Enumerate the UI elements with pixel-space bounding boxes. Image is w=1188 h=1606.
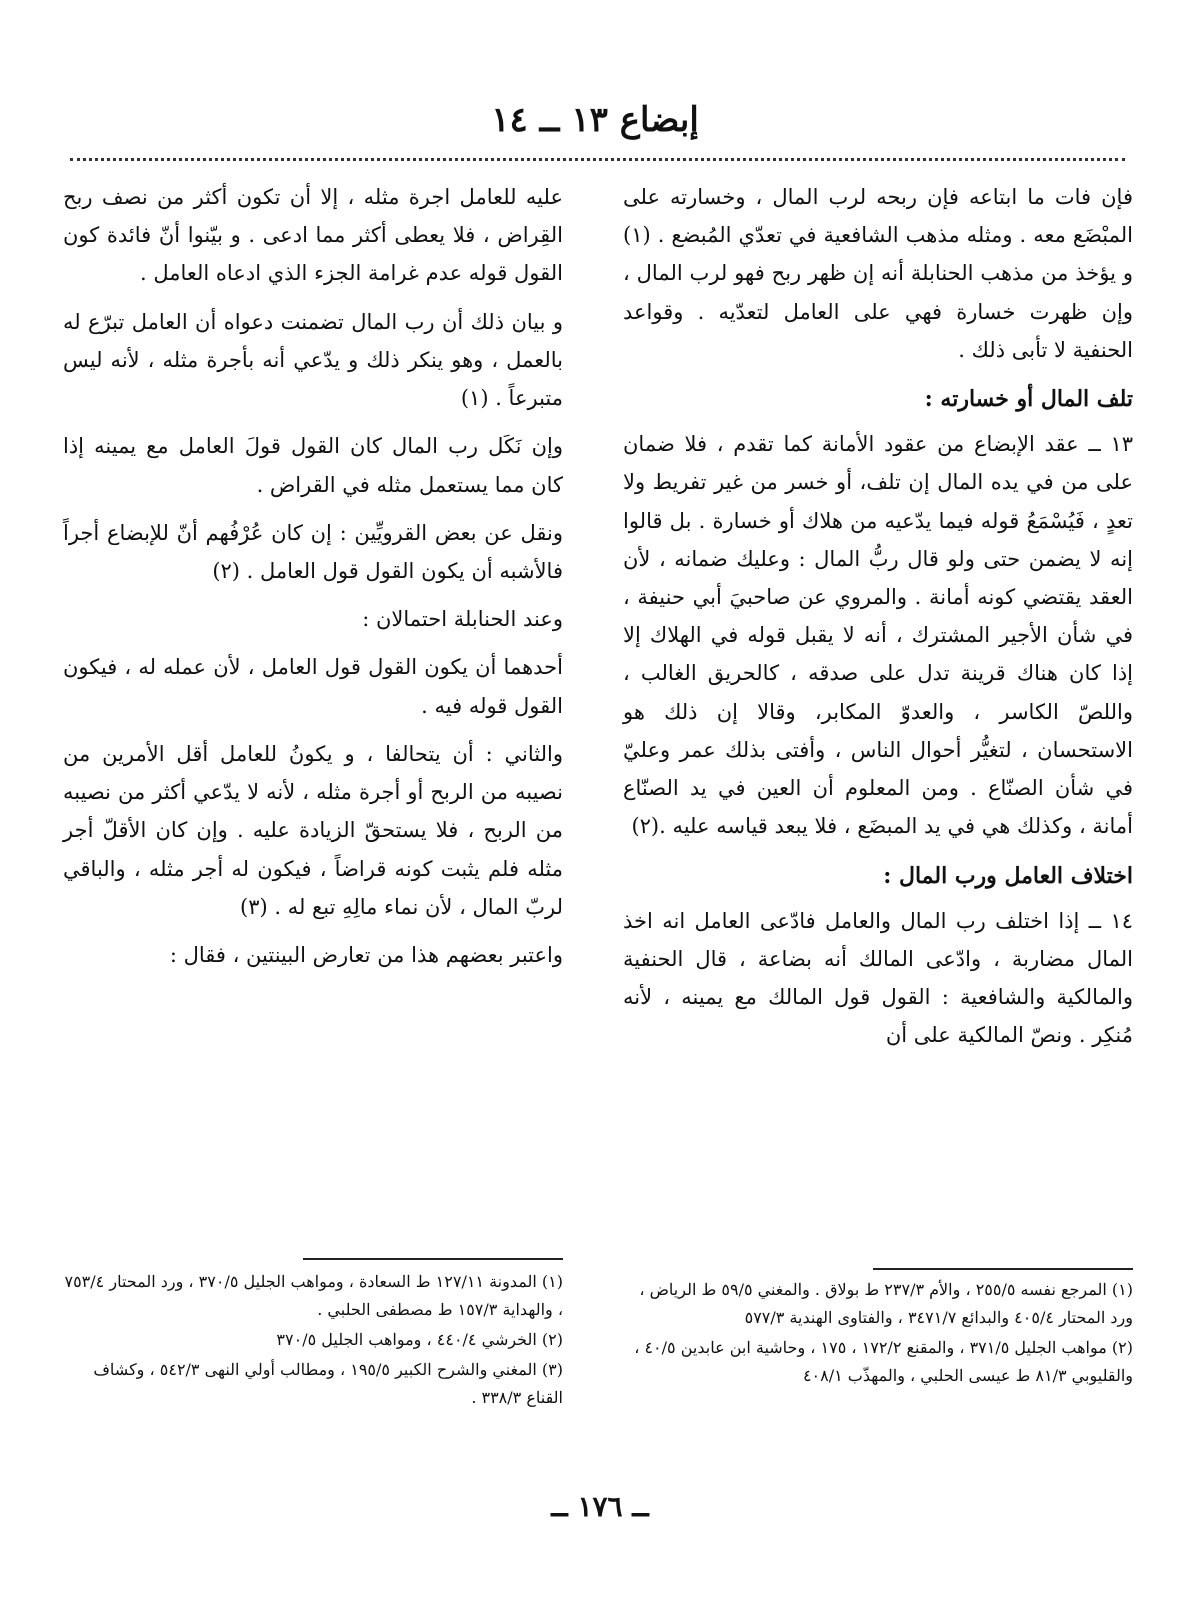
paragraph: أحدهما أن يكون القول قول العامل ، لأن عمله له ، فيكون القول قوله فيه . bbox=[63, 655, 563, 718]
footnote: (٣) المغني والشرح الكبير ١٩٥/٥ ، ومطالب أولي النهى ٥٤٢/٣ ، وكشاف القناع ٣٣٨/٣ . bbox=[93, 1360, 563, 1407]
footnote: (٢) مواهب الجليل ٣٧١/٥ ، والمقنع ١٧٢/٢ ، ١٧٥ ، وحاشية ابن عابدين ٤٠/٥ ، والقليوبي ٨١/٣ ط عيسى الحلبي ، والمهذّب ٤٠٨/١ bbox=[634, 1338, 1133, 1385]
paragraph: ١٣ ــ عقد الإبضاع من عقود الأمانة كما تقدم ، فلا ضمان على من في يده المال إن تلف، أو خسر من غير تفريط ولا تعدٍ ، فَيُسْمَعُ قوله فيما يدّعيه من هلاك أو خسارة . بل قالوا إنه لا يضمن حتى ولو قال ربُّ المال : وعليك ضمانه ، لأن العقد يقتضي كونه أمانة . والمروي عن صاحبيَ أبي حنيفة ، في شأن الأجير المشترك ، أنه لا يقبل قوله في الهلاك إلا إذا كان هناك قرينة تدل على صدقه ، كالحريق الغالب ، واللصّ الكاسر ، والعدوّ المكابر، وقالا إن ذلك هو الاستحسان ، لتغيُّر أحوال الناس ، وأفتى بذلك عمر وعليّ في شأن الصنّاع . ومن المعلوم أن العين في يد الصنّاع أمانة ، وكذلك هي في يد المبضَع ، فلا يبعد قياسه عليه .(٢) bbox=[623, 432, 1133, 839]
footnotes-right bbox=[623, 1276, 1133, 1392]
paragraph: فإن فات ما ابتاعه فإن ربحه لرب المال ، وخسارته على المبْضَع معه . ومثله مذهب الشافعية في تعدّي المُبضع . (١) و يؤخذ من مذهب الحنابلة أنه إن ظهر ربح فهو لرب المال ، وإن ظهرت خسارة فهي على العامل لتعدّيه . وقواعد الحنفية لا تأبى ذلك . bbox=[623, 185, 1133, 362]
header-dotted-rule bbox=[70, 158, 1125, 161]
footnote-rule bbox=[873, 1268, 1133, 1270]
paragraph: واعتبر بعضهم هذا من تعارض البينتين ، فقال : bbox=[169, 942, 563, 967]
paragraph: عليه للعامل اجرة مثله ، إلا أن تكون أكثر من نصف ربح القِراض ، فلا يعطى أكثر مما ادعى . و بيّنوا أنّ فائدة كون القول قوله عدم غرامة الجزء الذي ادعاه العامل . bbox=[63, 185, 563, 286]
paragraph: ونقل عن بعض القرويِّين : إن كان عُرْفُهم أنّ للإبضاع أجراً فالأشبه أن يكون القول قول العامل . (٢) bbox=[63, 520, 563, 583]
footnote: (١) المدونة ١٢٧/١١ ط السعادة ، ومواهب الجليل ٣٧٠/٥ ، ورد المحتار ٧٥٣/٤ ، والهداية ١٥٧/٣ ط مصطفى الحلبي . bbox=[64, 1272, 563, 1319]
paragraph: ١٤ ــ إذا اختلف رب المال والعامل فادّعى العامل انه اخذ المال مضاربة ، وادّعى المالك أنه بضاعة ، قال الحنفية والمالكية والشافعية : القول قول المالك مع يمينه ، لأنه مُنكِر . ونصّ المالكية على أن bbox=[623, 908, 1133, 1048]
footnote: (١) المرجع نفسه ٢٥٥/٥ ، والأم ٢٣٧/٣ ط بولاق . والمغني ٥٩/٥ ط الرياض ، ورد المحتار ٤٠٥/٤ والبدائع ٣٤٧١/٧ ، والفتاوى الهندية ٥٧٧/٣ bbox=[639, 1280, 1133, 1327]
paragraph: وعند الحنابلة احتمالان : bbox=[362, 607, 563, 632]
footnotes-left bbox=[63, 1268, 563, 1414]
page-header-title: إبضاع ١٣ ــ ١٤ bbox=[491, 100, 699, 140]
left-column bbox=[63, 178, 563, 984]
paragraph: والثاني : أن يتحالفا ، و يكونُ للعامل أقل الأمرين من نصيبه من الربح أو أجرة مثله ، لأنه لا يدّعي أكثر من نصيبه من الربح ، فلا يستحقّ الزيادة عليه . وإن كان الأقلّ أجر مثله فلم يثبت كونه قراضاً ، فيكون له أجر مثله ، والباقي لربّ المال ، لأن نماء مالِهِ تبع له . (٣) bbox=[63, 741, 563, 919]
footnote: (٢) الخرشي ٤٤٠/٤ ، ومواهب الجليل ٣٧٠/٥ bbox=[276, 1330, 563, 1349]
right-column bbox=[623, 178, 1133, 1064]
page-number: ــ ١٧٦ ــ bbox=[551, 1490, 649, 1523]
paragraph: و بيان ذلك أن رب المال تضمنت دعواه أن العامل تبرّع له بالعمل ، وهو ينكر ذلك و يدّعي أنه بأجرة مثله ، لأنه ليس متبرعاً . (١) bbox=[63, 309, 563, 411]
footnote-rule bbox=[303, 1258, 563, 1260]
section-heading: اختلاف العامل ورب المال : bbox=[883, 862, 1133, 889]
paragraph: وإن نَكَل رب المال كان القول قولَ العامل مع يمينه إذا كان مما يستعمل مثله في القراض . bbox=[63, 434, 563, 497]
section-heading: تلف المال أو خسارته : bbox=[924, 386, 1133, 413]
